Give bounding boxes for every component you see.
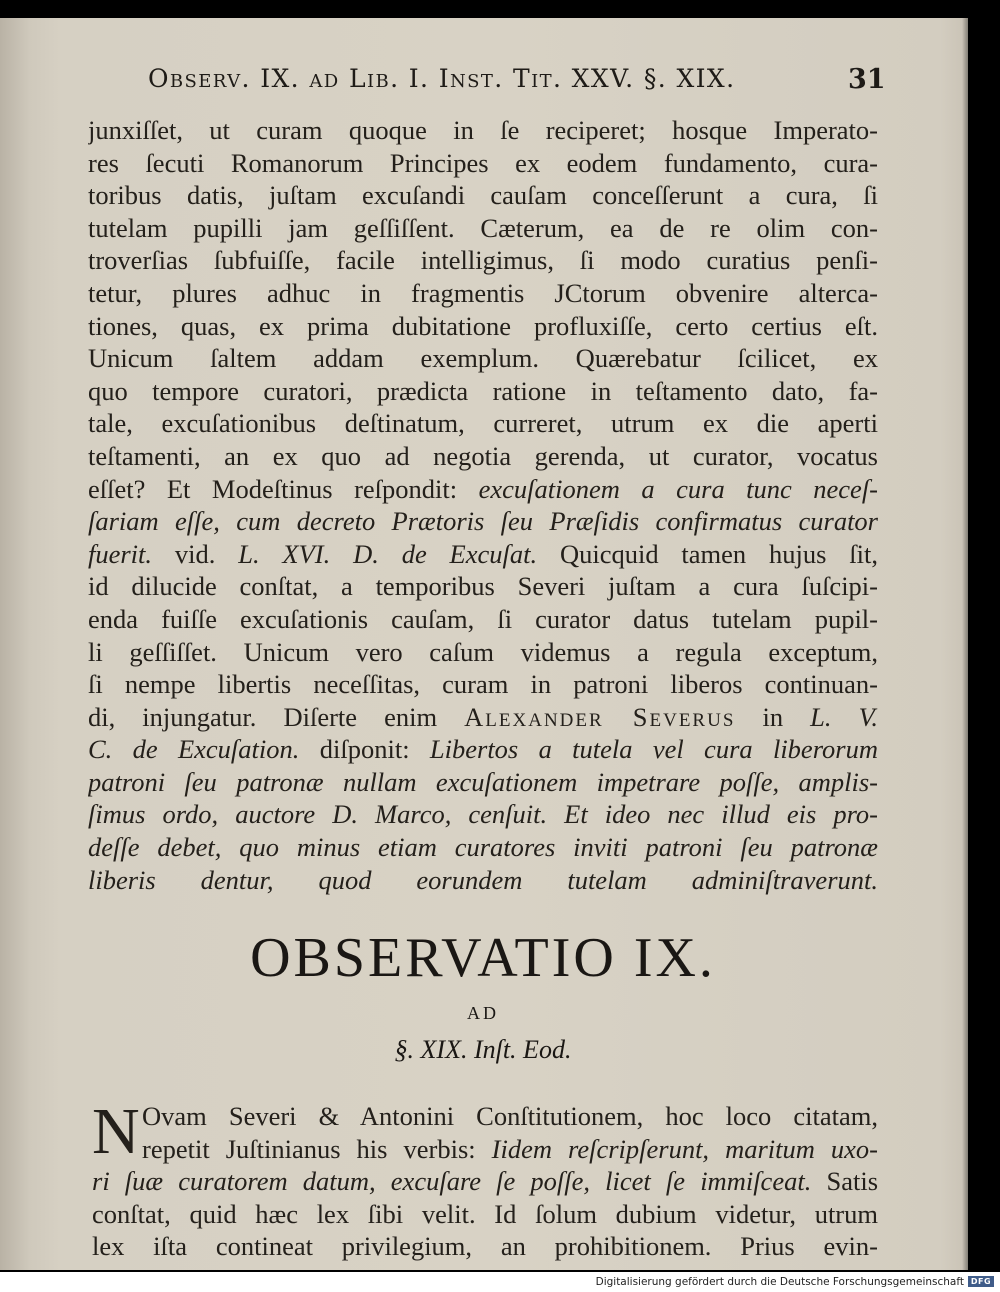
text-run: id dilucide conſtat, a temporibus Severi juſtam a cura ſuſcipi- bbox=[88, 571, 878, 602]
text-run: di, injungatur. Diſerte enim bbox=[88, 701, 465, 732]
text-run: Unicum ſaltem addam exemplum. Quærebatur ſcilicet, ex bbox=[88, 343, 878, 374]
page-number: 31 bbox=[848, 64, 886, 95]
text-run: tale, excuſationibus deſtinatum, curreret, utrum ex die aperti bbox=[88, 408, 878, 439]
text-run: in bbox=[735, 701, 811, 732]
paragraph1-line bbox=[88, 538, 878, 571]
italic-text: fuerit. bbox=[88, 538, 153, 569]
text-run: tutelam pupilli jam geſſiſſent. Cæterum, ea de re olim con- bbox=[88, 212, 878, 243]
paragraph1-line bbox=[88, 212, 878, 245]
paragraph1-line bbox=[88, 440, 878, 473]
running-head-title: Observ. IX. ad Lib. I. Inst. Tit. XXV. §. XIX. bbox=[148, 64, 736, 93]
text-run: lex iſta contineat privilegium, an prohibitionem. Prius evin- bbox=[92, 1231, 878, 1262]
paragraph2-line bbox=[92, 1133, 878, 1166]
paragraph1-line bbox=[88, 147, 878, 180]
paragraph1-line bbox=[88, 375, 878, 408]
paragraph1-line bbox=[88, 668, 878, 701]
text-run: toribus datis, juſtam excuſandi cauſam conceſſerunt a cura, ſi bbox=[88, 180, 878, 211]
text-run: Quicquid tamen hujus ſit, bbox=[537, 538, 878, 569]
paragraph1-line bbox=[88, 636, 878, 669]
paragraph-new-lines bbox=[92, 1095, 878, 1263]
italic-text: patroni ſeu patronæ nullam excuſationem impetrare poſſe, amplis- bbox=[88, 766, 878, 797]
text-run: quo tempore curatori, prædicta ratione in teſtamento dato, fa- bbox=[88, 375, 878, 406]
text-run: tetur, plures adhuc in fragmentis JCtorum obvenire alterca- bbox=[88, 277, 878, 308]
text-run: troverſias ſubfuiſſe, facile intelligimus, ſi modo curatius penſi- bbox=[88, 245, 878, 276]
italic-text: ſariam eſſe, cum decreto Prætoris ſeu Præſidis confirmatus curator bbox=[88, 506, 878, 537]
paragraph1-line bbox=[88, 244, 878, 277]
paragraph1-line bbox=[88, 310, 878, 343]
text-run: Ovam Severi & Antonini Conſtitutionem, hoc loco citatam, bbox=[142, 1101, 878, 1131]
text-run: junxiſſet, ut curam quoque in ſe reciperet; hosque Imperato- bbox=[88, 115, 878, 145]
text-run: vid. bbox=[152, 538, 239, 569]
paragraph1-line bbox=[88, 733, 878, 766]
italic-text: liberis dentur, quod eorundem tutelam adminiſtraverunt. bbox=[88, 864, 878, 895]
italic-text: excuſationem a cura tunc neceſ- bbox=[478, 473, 878, 504]
paragraph2-line bbox=[92, 1230, 878, 1263]
text-run: res ſecuti Romanorum Principes ex eodem fundamento, cura- bbox=[88, 147, 878, 178]
text-run: enda fuiſſe excuſationis cauſam, ſi curator datus tutelam pupil- bbox=[88, 603, 878, 634]
footer-credit: Digitalisierung gefördert durch die Deutsche Forschungsgemeinschaft bbox=[595, 1276, 964, 1288]
italic-text: Iidem reſcripſerunt, maritum uxo- bbox=[491, 1133, 878, 1164]
paragraph1-line bbox=[88, 766, 878, 799]
paragraph2-line bbox=[92, 1100, 878, 1133]
paragraph1-line bbox=[88, 179, 878, 212]
text-run: Satis bbox=[811, 1166, 878, 1197]
italic-text: Libertos a tutela vel cura liberorum bbox=[429, 734, 878, 765]
italic-text: ſimus ordo, auctore D. Marco, cenſuit. Et ideo nec illud eis pro- bbox=[88, 799, 878, 830]
text-run: eſſet? Et Modeſtinus reſpondit: bbox=[88, 473, 479, 504]
italic-text: ri ſuæ curatorem datum, excuſare ſe poſſe, licet ſe immiſceat. bbox=[92, 1166, 812, 1197]
paragraph2-line bbox=[92, 1198, 878, 1231]
paragraph1-line bbox=[88, 342, 878, 375]
small-caps-name: Alexander Severus bbox=[464, 701, 736, 732]
text-run: tiones, quas, ex prima dubitatione profluxiſſe, certo certius eſt. bbox=[88, 310, 878, 341]
paragraph1-line bbox=[88, 505, 878, 538]
paragraph1-line bbox=[88, 831, 878, 864]
paragraph1-line bbox=[88, 701, 878, 734]
paragraph1-line bbox=[88, 277, 878, 310]
paragraph2-line bbox=[92, 1165, 878, 1198]
paragraph1-line bbox=[88, 407, 878, 440]
text-run: li geſſiſſet. Unicum vero caſum videmus a regula exceptum, bbox=[88, 636, 878, 667]
paragraph1-line bbox=[88, 864, 878, 897]
digitization-footer bbox=[0, 1272, 1000, 1292]
heading-reference: §. XIX. Inſt. Eod. bbox=[394, 1035, 572, 1064]
paragraph1-line bbox=[88, 603, 878, 636]
italic-text: deſſe debet, quo minus etiam curatores inviti patroni ſeu patronæ bbox=[88, 832, 878, 863]
paragraph1-line bbox=[88, 798, 878, 831]
running-head bbox=[0, 64, 968, 104]
dfg-logo-icon: DFG bbox=[968, 1276, 994, 1287]
text-run: ſi nempe libertis neceſſitas, curam in patroni liberos continuan- bbox=[88, 669, 878, 700]
italic-text: C. de Excuſation. bbox=[88, 734, 300, 765]
paragraph1-line bbox=[88, 473, 878, 506]
italic-text: L. V. bbox=[810, 701, 878, 732]
paragraph-new bbox=[92, 1095, 878, 1263]
paragraph1-line bbox=[88, 570, 878, 603]
text-run: conſtat, quid hæc lex ſibi velit. Id ſolum dubium videtur, utrum bbox=[92, 1198, 878, 1229]
text-run: repetit Juſtinianus his verbis: bbox=[142, 1133, 492, 1164]
drop-capital: N bbox=[92, 1095, 140, 1168]
heading-ad: AD bbox=[467, 1003, 499, 1023]
section-heading: OBSERVATIO IX. bbox=[250, 927, 716, 989]
text-run: diſponit: bbox=[299, 734, 430, 765]
paragraph1-line bbox=[88, 114, 878, 147]
text-run: teſtamenti, an ex quo ad negotia gerenda, ut curator, vocatus bbox=[88, 440, 878, 471]
italic-text: L. XVI. D. de Excuſat. bbox=[238, 538, 538, 569]
paragraph-continued bbox=[88, 114, 878, 896]
book-page bbox=[0, 18, 968, 1270]
